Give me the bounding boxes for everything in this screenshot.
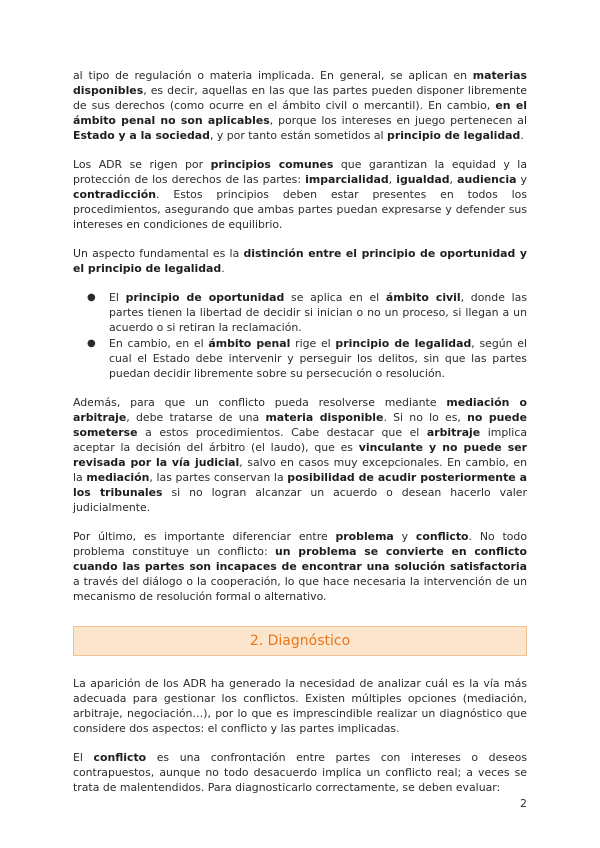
list-item-text [109,337,527,380]
bold-run: arbitraje [426,426,481,439]
text-run: , según el cual el Estado debe intervenir y perseguir los delitos, sin que las partes puedan decidir libremente sobre su persecución o resolución. [109,337,527,380]
section-header-diagnostico [73,626,527,656]
bold-run: materia disponible [265,411,384,424]
bold-run: posibilidad de acudir posteriormente a los tribunales [73,471,527,499]
list-item [73,290,527,335]
text-run: . [520,129,524,142]
bold-run: un problema se convierte en conflicto cuando las partes son incapaces de encontrar una solución satisfactoria [73,545,527,573]
paragraph-aparicion-adr [73,676,527,736]
bold-run: principio de legalidad [335,337,472,350]
paragraph-principios-comunes [73,157,527,232]
text-run: . [221,262,225,275]
bold-run: audiencia [457,173,517,186]
bold-run: distinción entre el principio de oportunidad y el principio de legalidad [73,247,528,275]
bullet-list-principios [73,290,527,381]
text-run: implica aceptar la decisión del árbitro (el laudo), que es [73,426,527,454]
bold-run: igualdad [396,173,450,186]
text-run: a estos procedimientos. Cabe destacar que el [137,426,427,439]
bold-run: vinculante y no puede ser revisada por la vía judicial [73,441,527,469]
text-run: En cambio, en el [109,337,209,350]
text-run: que garantizan la equidad y la protección de los derechos de las partes: [73,158,528,186]
text-run: y [393,530,416,543]
text-run: a través del diálogo o la cooperación, lo que hace necesaria la intervención de un mecanismo de resolución formal o alternativo. [73,575,527,603]
paragraph-distincion [73,246,527,276]
bold-run: contradicción [73,188,157,201]
bold-run: en el ámbito penal no son aplicables [73,99,527,127]
text-run: El [73,751,94,764]
bold-run: principios comunes [210,158,334,171]
paragraph-problema-conflicto [73,529,527,604]
text-run: Por último, es importante diferenciar entre [73,530,336,543]
bold-run: imparcialidad [305,173,389,186]
text-run: El [109,291,126,304]
bold-run: conflicto [415,530,469,543]
text-run: rige el [290,337,336,350]
paragraph-conflicto-definicion [73,750,527,795]
text-run: Un aspecto fundamental es la [73,247,244,260]
list-item [73,336,527,381]
text-run: , las partes conservan la [149,471,288,484]
text-run: , donde las partes tienen la libertad de decidir si inician o no un proceso, si llegan a un acuerdo o si retiran la reclamación. [109,291,527,334]
text-run: , porque los intereses en juego pertenecen al [269,114,527,127]
bold-run: ámbito penal [208,337,291,350]
text-run: y [516,173,527,186]
paragraph-materias-disponibles [73,68,527,143]
text-run: . No todo problema constituye un conflicto: [73,530,527,558]
bold-run: no puede someterse [73,411,527,439]
text-run: , [449,173,458,186]
text-run: , es decir, aquellas en las que las partes pueden disponer libremente de sus derechos (como ocurre en el ámbito civil o mercantil). En cambio, [73,84,527,112]
section-title: 2. Diagnóstico [249,633,351,649]
text-run: , salvo en casos muy excepcionales. En cambio, en la [73,456,527,484]
bold-run: mediación [86,471,150,484]
text-run: , debe tratarse de una [126,411,266,424]
text-run: es una confrontación entre partes con intereses o deseos contrapuestos, aunque no todo desacuerdo implica un conflicto real; a veces se trata de malentendidos. Para diagnosticarlo correctamente, se deben evaluar: [73,751,527,794]
bold-run: principio de oportunidad [125,291,285,304]
bold-run: materias disponibles [73,69,527,97]
text-run: Además, para que un conflicto pueda resolverse mediante [73,396,447,409]
paragraph-mediacion-arbitraje [73,395,527,515]
bold-run: mediación o arbitraje [73,396,527,424]
text-run: . Si no lo es, [383,411,468,424]
document-page [73,68,527,795]
list-item-text [109,291,527,334]
text-run: Los ADR se rigen por [73,158,211,171]
bold-run: problema [335,530,394,543]
text-run: , y por tanto están sometidos al [209,129,388,142]
page-number: 2 [520,797,527,810]
text-run: si no logran alcanzar un acuerdo o desean hacerlo valer judicialmente. [73,486,527,514]
bold-run: ámbito civil [385,291,461,304]
bullet-icon: ● [87,338,96,349]
bold-run: conflicto [93,751,147,764]
text-run: se aplica en el [284,291,386,304]
bold-run: principio de legalidad [387,129,521,142]
bullet-icon: ● [87,292,96,303]
text-run: al tipo de regulación o materia implicada. En general, se aplican en [73,69,473,82]
text-run: . Estos principios deben estar presentes en todos los procedimientos, asegurando que ambas partes puedan expresarse y defender sus intereses en condiciones de equilibrio. [73,188,527,231]
text-run: La aparición de los ADR ha generado la necesidad de analizar cuál es la vía más adecuada para gestionar los conflictos. Existen múltiples opciones (mediación, arbitraje, negociación…), por lo que es imprescindible realizar un diagnóstico que considere dos aspectos: el conflicto y las partes implicadas. [73,677,527,735]
bold-run: Estado y a la sociedad [73,129,210,142]
text-run: , [388,173,397,186]
